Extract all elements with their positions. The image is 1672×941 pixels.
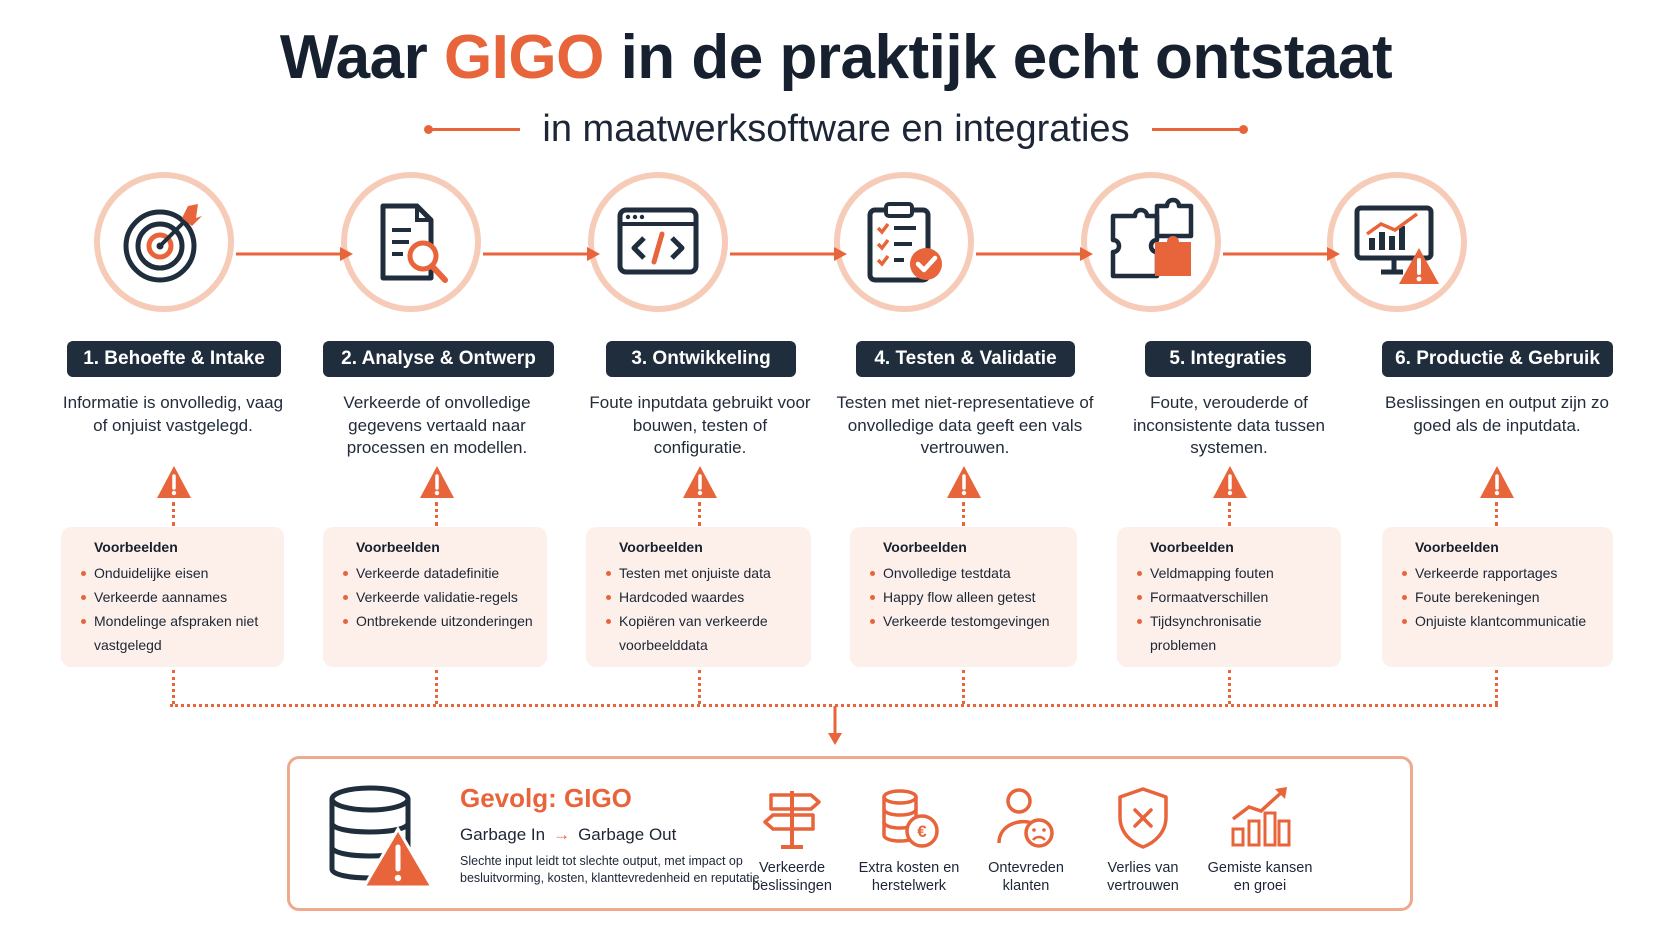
- title-post: in de praktijk echt ontstaat: [603, 23, 1393, 92]
- page-title: [0, 22, 1672, 93]
- code-window-icon: [612, 196, 704, 288]
- warning-icon: [1212, 465, 1248, 499]
- connector-dots: [698, 670, 701, 704]
- impact-label: Verlies van vertrouwen: [1107, 860, 1179, 894]
- step-2-label: 2. Analyse & Ontwerp: [323, 341, 554, 377]
- monitor-chart-warning-icon: [1351, 196, 1443, 288]
- examples-title: Voorbeelden: [356, 539, 440, 555]
- step-1-label: 1. Behoefte & Intake: [67, 341, 281, 377]
- clipboard-check-icon: [858, 196, 950, 288]
- subtitle-line-right: [1152, 128, 1244, 131]
- example-item: Hardcoded waardes: [606, 585, 801, 609]
- step-3-circle: [588, 172, 728, 312]
- examples-card-1: [61, 527, 284, 667]
- connector-dots: [435, 502, 438, 526]
- example-item: Foute berekeningen: [1402, 585, 1603, 609]
- examples-title: Voorbeelden: [619, 539, 703, 555]
- examples-card-5: [1117, 527, 1341, 667]
- step-5-description: Foute, verouderde of inconsistente data tussen systemen.: [1133, 393, 1325, 457]
- example-item: Onjuiste klantcommunicatie: [1402, 609, 1603, 633]
- step-6-description: Beslissingen en output zijn zo goed als de inputdata.: [1385, 393, 1609, 435]
- flow-arrow-1: [236, 244, 354, 264]
- warning-icon: [946, 465, 982, 499]
- document-search-icon: [365, 196, 457, 288]
- step-1-circle: [94, 172, 234, 312]
- examples-title: Voorbeelden: [94, 539, 178, 555]
- result-panel: [287, 756, 1413, 911]
- examples-title: Voorbeelden: [883, 539, 967, 555]
- warning-icon: [156, 465, 192, 499]
- examples-title: Voorbeelden: [1150, 539, 1234, 555]
- flow-arrow-2: [483, 244, 601, 264]
- example-item: Kopiëren van verkeerde voorbeelddata: [606, 609, 801, 657]
- impact-label: Verkeerde beslissingen: [752, 860, 832, 894]
- step-4-circle: [834, 172, 974, 312]
- example-item: Verkeerde aannames: [81, 585, 274, 609]
- examples-card-6: [1382, 527, 1613, 667]
- impact-label: Extra kosten en herstelwerk: [858, 860, 960, 894]
- step-2-circle: [341, 172, 481, 312]
- down-arrow-icon: [825, 706, 845, 746]
- example-item: Onduidelijke eisen: [81, 561, 274, 585]
- result-explanation: Slechte input leidt tot slechte output, met impact op besluitvorming, kosten, klanttevredenheid en reputatie.: [460, 854, 763, 885]
- step-6-circle: [1327, 172, 1467, 312]
- connector-dots: [1228, 502, 1231, 526]
- puzzle-icon: [1105, 196, 1197, 288]
- flow-arrow-5: [1223, 244, 1341, 264]
- example-item: Verkeerde datadefinitie: [343, 561, 537, 585]
- step-6-label: 6. Productie & Gebruik: [1382, 341, 1613, 377]
- step-5-label: 5. Integraties: [1145, 341, 1311, 377]
- impact-item: [1200, 785, 1320, 895]
- result-heading-pre: Gevolg:: [460, 783, 565, 813]
- warning-icon: [419, 465, 455, 499]
- warning-icon: [1479, 465, 1515, 499]
- impact-label: Ontevreden klanten: [988, 860, 1064, 894]
- arrow-right-icon: →: [553, 825, 571, 844]
- example-item: Onvolledige testdata: [870, 561, 1067, 585]
- example-item: Veldmapping fouten: [1137, 561, 1331, 585]
- gigo-in: Garbage In: [460, 825, 546, 844]
- step-2-description: Verkeerde of onvolledige gegevens vertaald naar processen en modellen.: [343, 393, 531, 457]
- impact-item: [732, 785, 852, 895]
- step-3-label: 3. Ontwikkeling: [606, 341, 796, 377]
- warning-icon: [682, 465, 718, 499]
- database-warning-icon: [326, 785, 434, 889]
- example-item: Tijdsynchronisatie problemen: [1137, 609, 1331, 657]
- examples-card-3: [586, 527, 811, 667]
- step-3-description: Foute inputdata gebruikt voor bouwen, testen of configuratie.: [589, 393, 811, 457]
- flow-arrow-4: [976, 244, 1094, 264]
- impact-item: [1083, 785, 1203, 895]
- subtitle-row: [0, 104, 1672, 154]
- connector-dots: [962, 502, 965, 526]
- flow-arrow-3: [730, 244, 848, 264]
- svg-text:€: €: [917, 822, 927, 841]
- title-accent: GIGO: [443, 23, 604, 92]
- growth-chart-icon: [1227, 785, 1293, 851]
- connector-dots: [698, 502, 701, 526]
- example-item: Testen met onjuiste data: [606, 561, 801, 585]
- page-subtitle: in maatwerksoftware en integraties: [542, 107, 1130, 150]
- coins-euro-icon: [876, 785, 942, 851]
- signpost-icon: [759, 785, 825, 851]
- connector-dots: [1228, 670, 1231, 704]
- result-heading-accent: GIGO: [564, 783, 632, 813]
- connector-dots: [1495, 670, 1498, 704]
- gigo-out: Garbage Out: [578, 825, 677, 844]
- example-item: Mondelinge afspraken niet vastgelegd: [81, 609, 274, 657]
- step-1-description: Informatie is onvolledig, vaag of onjuist vastgelegd.: [62, 393, 284, 435]
- example-item: Verkeerde testomgevingen: [870, 609, 1067, 633]
- step-4-label: 4. Testen & Validatie: [856, 341, 1075, 377]
- connector-dots: [962, 670, 965, 704]
- impact-item: [849, 785, 969, 895]
- step-5-circle: [1081, 172, 1221, 312]
- examples-title: Voorbeelden: [1415, 539, 1499, 555]
- example-item: Verkeerde validatie-regels: [343, 585, 537, 609]
- examples-card-4: [850, 527, 1077, 667]
- subtitle-line-left: [428, 128, 520, 131]
- example-item: Happy flow alleen getest: [870, 585, 1067, 609]
- example-item: Ontbrekende uitzonderingen: [343, 609, 537, 633]
- connector-dots: [1495, 502, 1498, 526]
- connector-dots: [172, 670, 175, 704]
- step-4-description: Testen met niet-representatieve of onvolledige data geeft een vals vertrouwen.: [836, 393, 1094, 457]
- examples-card-2: [323, 527, 547, 667]
- connector-dots: [435, 670, 438, 704]
- impact-item: [966, 785, 1086, 895]
- target-icon: [118, 196, 210, 288]
- gigo-line: [460, 825, 676, 845]
- title-pre: Waar: [279, 23, 444, 92]
- result-heading: [460, 783, 632, 814]
- impact-label: Gemiste kansen en groei: [1207, 860, 1313, 894]
- connector-dots: [172, 502, 175, 526]
- example-item: Verkeerde rapportages: [1402, 561, 1603, 585]
- shield-x-icon: [1110, 785, 1176, 851]
- unhappy-customer-icon: [993, 785, 1059, 851]
- example-item: Formaatverschillen: [1137, 585, 1331, 609]
